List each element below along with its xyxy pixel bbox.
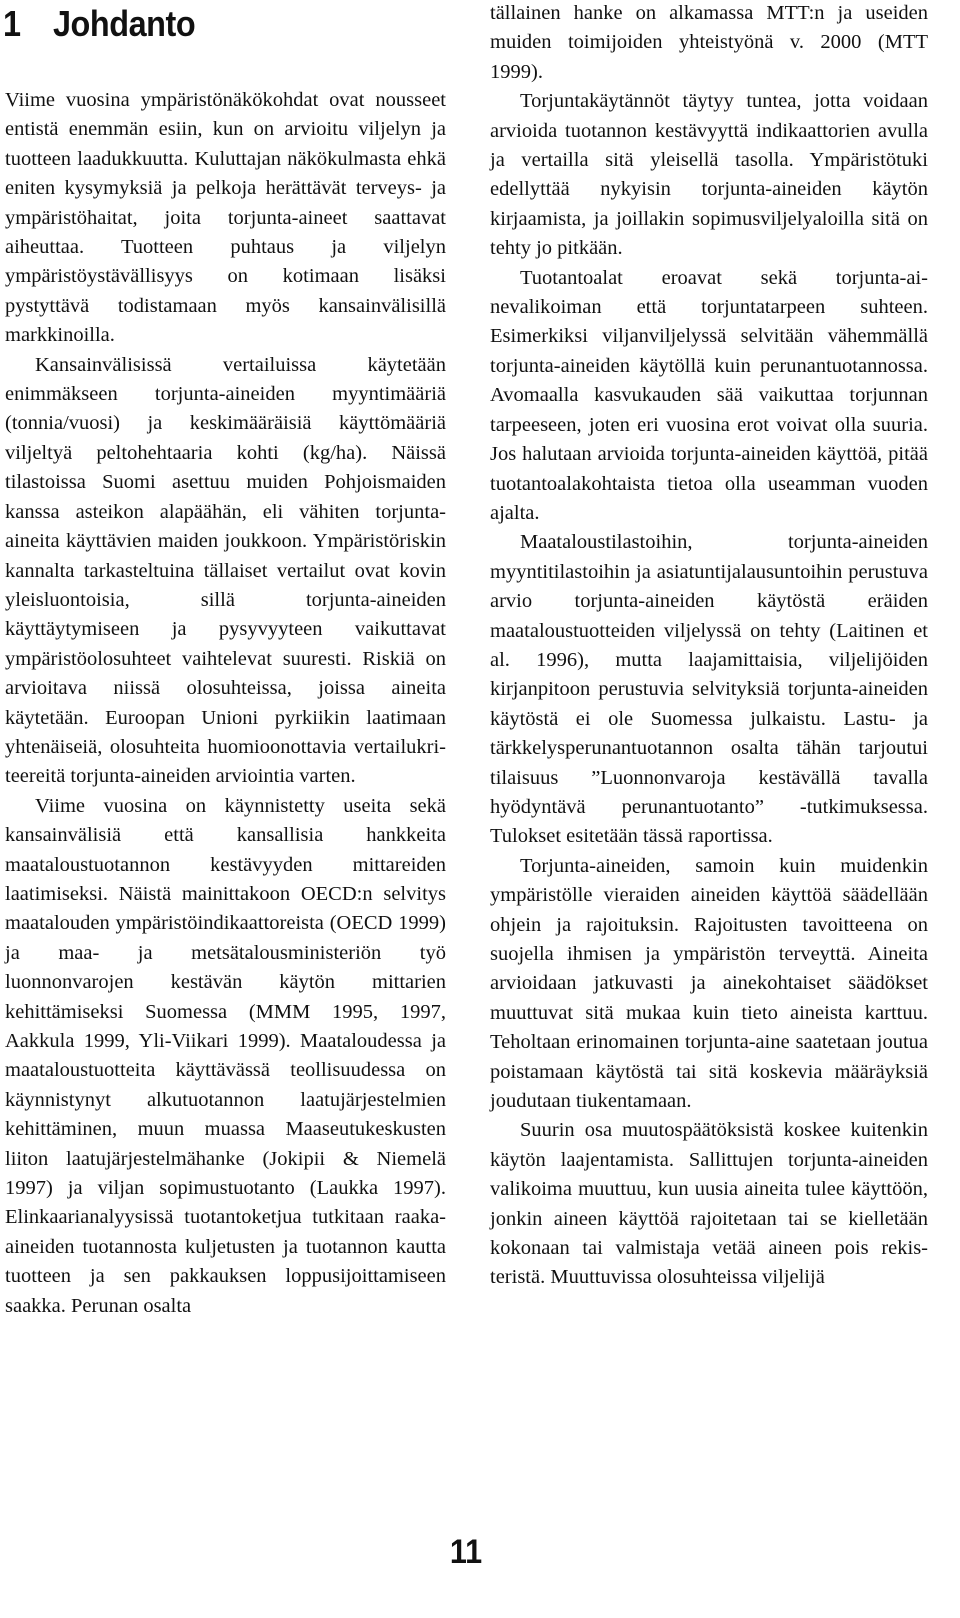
paragraph: Torjuntakäytännöt täytyy tuntea, jotta voidaan arvioida tuotannon kestävyyttä indikaattorien avulla ja vertailla sitä yleisellä tasolla. Ympäristötuki edellyttää nykyisin torjunta-aineiden käytön kirjaamista, ja joillakin sopimusviljelyaloilla sitä on tehty jo pitkään.: [490, 90, 928, 260]
paragraph: Viime vuosina on käynnistetty useita sekä kansainvälisiä että kansallisia hankkeita maataloustuotannon kestävyyden mittareiden laatimiseksi. Näistä mainittakoon OECD:n selvitys maatalouden ympäristöindikaattoreista (OECD 1999) ja maa- ja metsätalousministeriön työ luonnonvarojen kestävän käytön mittarien kehittämiseksi Suomessa (MMM 1995, 1997, Aakkula 1999, Yli-Viikari 1999). Maataloudessa ja maataloustuotteita käyttävässä teollisuudessa on käynnistynyt alkutuotannon laatujärjestelmien kehittäminen, muun muassa Maaseutukeskusten liiton laatujärjestelmähanke (Jokipii & Niemelä 1997) ja viljan sopimustuotanto (Laukka 1997). Elinkaarianalyysissä tuotantoketjua tutkitaan raaka-aineiden tuotannosta kuljetusten ja tuotannon kautta tuotteen ja sen pakkauksen loppusijoittamiseen saakka. Perunan osalta: [5, 794, 446, 1317]
paragraph: Suurin osa muutospäätöksistä koskee kuitenkin käytön laajentamista. Sallittujen torjunta-aineiden valikoima muuttuu, kun uusia aineita tulee käyttöön, jonkin aineen käyttöä rajoitetaan tai se kielletään kokonaan tai valmistaja vetää aineen pois rekisteristä. Muuttuvissa olosuhteissa viljelijä: [490, 1119, 928, 1289]
paragraph-continuation: tällainen hanke on alkamassa MTT:n ja useiden muiden toimijoiden yhteistyönä v. 2000 (MTT 1999).: [490, 2, 928, 83]
page-number: 11: [449, 1533, 483, 1571]
paragraph: Tuotantoalat eroavat sekä torjunta-ainevalikoiman että torjuntatarpeen suhteen. Esimerkiksi viljanviljelyssä selvitään vähemmällä torjunta-aineiden käytöllä kuin perunantuotannossa. Avomaalla kasvukauden sää vaikuttaa torjunnan tarpeeseen, joten eri vuosina erot voivat olla suuria. Jos halutaan arvioida torjunta-aineiden käyttöä, pitää tuotantoalakohtaista tietoa olla useamman vuoden ajalta.: [490, 266, 928, 524]
chapter-number: 1: [3, 3, 21, 44]
chapter-title: Johdanto: [52, 3, 196, 44]
paragraph: Kansainvälisissä vertailuissa käytetään enimmäkseen torjunta-aineiden myyntimääriä (tonnia/vuosi) ja keskimääräisiä käyttömääriä viljeltyä peltohehtaaria kohti (kg/ha). Näissä tilastoissa Suomi asettuu muiden Pohjoismaiden kanssa asteikon alapäähän, eli vähiten torjunta-aineita käyttävien maiden joukkoon. Ympäristöriskin kannalta tarkasteltuina tällaiset vertailut ovat kovin yleisluontoisia, sillä torjunta-aineiden käyttäytymiseen ja pysyvyyteen vaikuttavat ympäristöolosuhteet vaihtelevat suuresti. Riskiä on arvioitava niissä olosuhteissa, joissa aineita käytetään. Euroopan Unioni pyrkiikin laatimaan yhtenäiseiä, olosuhteita huomioonottavia vertailukriteereitä torjunta-aineiden arviointia varten.: [5, 353, 446, 788]
paragraph: Viime vuosina ympäristönäkökohdat ovat nousseet entistä enemmän esiin, kun on arvioitu viljelyn ja tuotteen laadukkuutta. Kuluttajan näkökulmasta ehkä eniten kysymyksiä ja pelkoja herättävät terveys- ja ympäristöhaitat, joita torjunta-aineet saattavat aiheuttaa. Tuotteen puhtaus ja viljelyn ympäristöystävällisyys on kotimaan lisäksi pystyttävä todistamaan myös kansainvälisillä markkinoilla.: [5, 89, 446, 347]
paragraph: Torjunta-aineiden, samoin kuin muidenkin ympäristölle vieraiden aineiden käyttöä säädellään ohjein ja rajoituksin. Rajoitusten tavoitteena on suojella ihmisen ja ympäristön terveyttä. Aineita arvioidaan jatkuvasti ja ainekohtaiset säädökset muuttuvat sitä mukaa kuin tieto aineista karttuu. Teholtaan erinomainen torjunta-aine saatetaan joutua poistamaan käytöstä tai sitä koskevia määräyksiä joudutaan tiukentamaan.: [490, 854, 928, 1113]
right-column: [490, 0, 928, 1293]
paragraph: Maataloustilastoihin, torjunta-aineiden myyntitilastoihin ja asiatuntijalausuntoihin perustuva arvio torjunta-aineiden käytöstä eräiden maataloustuotteiden viljelyssä on tehty (Laitinen et al. 1996), mutta laajamittaisia, viljelijöiden kirjanpitoon perustuvia selvityksiä torjunta-aineiden käytöstä ei ole Suomessa julkaistu. Lastu- ja tärkkelysperunantuotannon osalta tähän tarjoutui tilaisuus ”Luonnonvaroja kestävällä tavalla hyödyntävä perunantuotanto” -tutkimuksessa. Tulokset esitetään tässä raportissa.: [490, 531, 928, 848]
left-column: [5, 86, 446, 1321]
chapter-heading: [3, 0, 195, 48]
